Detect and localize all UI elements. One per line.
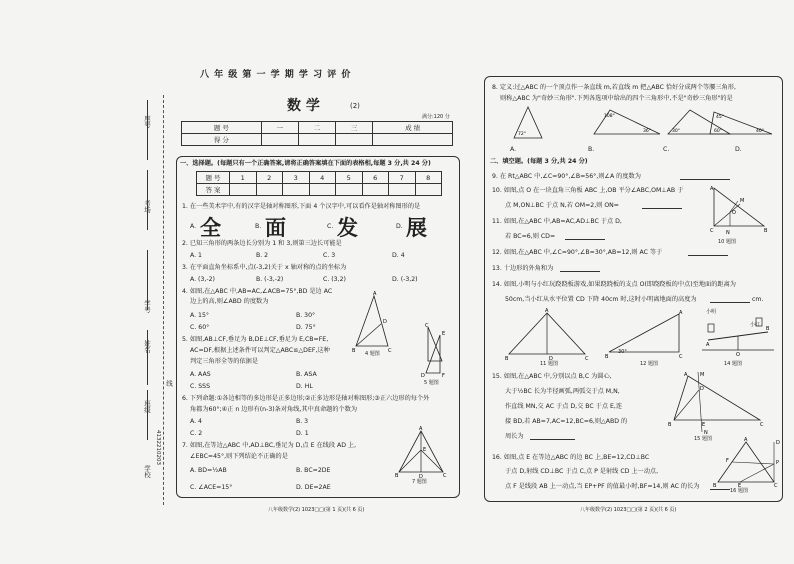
- q6-opt: D. 1: [296, 430, 309, 437]
- q16-text-3: 点 F 是线段 AB 上一动点,当 EP+PF 的值最小时,BF=14,则 AC 的长为: [505, 483, 700, 490]
- svg-text:A: A: [684, 372, 688, 378]
- q14-figure-label: 14 题图: [724, 361, 742, 367]
- q7-text: 7. 如图,在等边△ABC 中,AD⊥BC,垂足为 D,点 E 在线段 AD 上,: [182, 442, 357, 449]
- svg-text:D: D: [776, 440, 780, 446]
- q1-opt-d: D.: [396, 223, 403, 230]
- subject-title: 数 学: [287, 98, 320, 114]
- answer-cell[interactable]: [283, 184, 310, 196]
- svg-text:C: C: [443, 473, 447, 479]
- svg-text:B: B: [766, 326, 770, 332]
- answer-cell[interactable]: [415, 184, 442, 196]
- q7-opt: A. BD=½AB: [190, 467, 227, 474]
- q6-opt: C. 2: [190, 430, 203, 437]
- svg-text:B: B: [764, 228, 768, 234]
- q8-opt: B.: [588, 146, 595, 153]
- q16-figure-label: 16 题图: [730, 488, 748, 494]
- score-cell[interactable]: [261, 134, 298, 146]
- q14-unit: cm.: [752, 296, 764, 303]
- svg-text:F: F: [726, 458, 729, 464]
- q10-answer[interactable]: [642, 208, 682, 209]
- q4-opt: B. 30°: [296, 312, 316, 319]
- answer-cell[interactable]: [362, 184, 389, 196]
- q1-opt-b: B.: [255, 223, 262, 230]
- q11-answer[interactable]: [565, 239, 605, 240]
- answer-cell[interactable]: [336, 184, 363, 196]
- q15-text: 15. 如图,在△ABC 中,分别以点 B,C 为圆心,: [492, 373, 612, 380]
- q5-opt: D. HL: [296, 383, 313, 390]
- q4-opt: C. 60°: [190, 324, 210, 331]
- name-field[interactable]: [147, 330, 148, 385]
- svg-text:C: C: [760, 422, 764, 428]
- q3-opt: C. (3,2): [323, 276, 346, 283]
- q14-figure: [700, 310, 776, 358]
- q16-text-2: 于点 D,射线 CD⊥BC 于点 C,点 P 是射线 CD 上一动点,: [505, 468, 659, 475]
- q15-text-4: 接 BD,若 AB=7,AC=12,BC=6,则△ABD 的: [505, 418, 628, 425]
- q12-figure-label: 12 题图: [640, 361, 658, 367]
- room-label: 考场: [143, 200, 151, 213]
- q2-opt: C. 3: [323, 252, 336, 259]
- q6-text-2: 角都为60°;④正 n 边形有(n-3)条对角线,其中真命题的个数为: [190, 406, 358, 413]
- page-title: 八 年 级 第 一 学 期 学 习 评 价: [200, 70, 352, 80]
- q4-figure: [352, 292, 392, 354]
- q16-answer[interactable]: [710, 489, 730, 490]
- q13-answer[interactable]: [560, 271, 600, 272]
- q6-opt: B. 3: [296, 418, 309, 425]
- footer-left: 八年级数学(2) 1023□□(第 1 页)(共 6 页): [268, 507, 365, 513]
- answer-cell[interactable]: [230, 184, 257, 196]
- svg-text:A: A: [419, 426, 423, 432]
- q8-angle: 72°: [518, 132, 526, 137]
- seat-label: 座号: [143, 115, 151, 128]
- class-field[interactable]: [147, 390, 148, 440]
- q14-label-ming: 小明: [706, 309, 717, 315]
- svg-text:A: A: [706, 342, 710, 348]
- svg-text:D: D: [421, 373, 425, 379]
- q8-opt: C.: [663, 146, 670, 153]
- svg-text:A: A: [679, 310, 683, 316]
- svg-text:C: C: [425, 323, 429, 329]
- paper-number: (2): [350, 102, 360, 110]
- q6-opt: A. 4: [190, 418, 202, 425]
- svg-text:B: B: [713, 483, 717, 489]
- seal-line-label: 线: [165, 380, 173, 387]
- q4-text-2: 边上的高,则∠ABD 的度数为: [190, 298, 269, 305]
- q1-opt-a: A.: [190, 223, 197, 230]
- question-number: 6: [362, 172, 389, 184]
- q7-opt: C. ∠ACE=15°: [190, 484, 233, 491]
- student-id-label: 学号: [143, 300, 151, 313]
- svg-text:E: E: [423, 447, 427, 453]
- svg-text:B: B: [505, 356, 509, 362]
- svg-text:E: E: [702, 422, 706, 428]
- class-label: 班级: [143, 400, 151, 413]
- q5-opt: B. ASA: [296, 371, 317, 378]
- q2-opt: D. 4: [392, 252, 405, 259]
- q6-text: 6. 下列命题:①各边相等的多边形是正多边形;②正多边形是轴对称图形;③正六边形的每个外: [182, 395, 430, 402]
- q5-figure-label: 5 题图: [424, 380, 439, 386]
- score-header: 一: [261, 122, 298, 134]
- answer-table-label: 答 案: [197, 184, 230, 196]
- q7-figure: [395, 428, 447, 478]
- q15-text-2: 大于½BC 长为半径画弧,两弧交于点 M,N,: [505, 388, 620, 395]
- q15-figure-label: 15 题图: [694, 436, 712, 442]
- question-number: 2: [256, 172, 283, 184]
- exam-code: 4132210203: [155, 430, 161, 465]
- svg-text:A: A: [545, 308, 549, 314]
- q5-opt: A. AAS: [190, 371, 211, 378]
- q8-figures: [500, 104, 780, 142]
- section-1-title: 一、选择题。(每题只有一个正确答案,请将正确答案填在下面的表格相,每题 3 分,共 24 分): [180, 160, 431, 167]
- q1-char-c: 发: [337, 215, 360, 240]
- svg-text:B: B: [352, 348, 356, 354]
- q4-opt: A. 15°: [190, 312, 210, 319]
- q14-label-hong: 小红: [750, 322, 761, 328]
- question-number: 7: [389, 172, 416, 184]
- svg-text:N: N: [704, 430, 708, 436]
- q1-text: 1. 在一些美术字中,有的汉字是轴对称图形,下面 4 个汉字中,可以看作是轴对称图形的是: [182, 203, 421, 210]
- q8-text-2: 则称△ABC 为"奇妙三角形".下列各选项中给出的四个三角形中,不是"奇妙三角形"的是: [500, 95, 733, 102]
- q1-char-d: 展: [406, 215, 429, 240]
- answer-table-label: 题 号: [197, 172, 230, 184]
- q4-figure-label: 4 题图: [365, 351, 380, 357]
- q11-text-2: 若 BC=6,则 CD=: [505, 233, 556, 240]
- q10-figure-label: 10 题图: [718, 239, 736, 245]
- score-cell[interactable]: [373, 134, 453, 146]
- question-number: 4: [309, 172, 336, 184]
- q2-opt: B. 2: [256, 252, 269, 259]
- svg-text:N: N: [726, 230, 730, 236]
- svg-text:C: C: [388, 348, 392, 354]
- svg-text:O: O: [736, 352, 740, 358]
- q3-text: 3. 在平面直角坐标系中,点(-3,2)关于 x 轴对称的点的坐标为: [182, 264, 347, 271]
- footer-right: 八年级数学(2) 1023□□(第 2 页)(共 6 页): [580, 507, 677, 513]
- svg-text:A: A: [744, 437, 748, 443]
- q8-angle: 45°: [716, 115, 724, 120]
- section-2-title: 二、填空题。(每题 3 分,共 24 分): [490, 158, 588, 165]
- score-cell[interactable]: [298, 134, 335, 146]
- question-number: 1: [230, 172, 257, 184]
- score-row-label: 得 分: [182, 134, 262, 146]
- q13-text: 13. 十边形的外角和为: [492, 265, 554, 272]
- score-cell[interactable]: [336, 134, 373, 146]
- svg-text:M: M: [740, 198, 745, 204]
- q15-figure: [664, 372, 774, 434]
- q7-opt: B. BC=2DE: [296, 467, 331, 474]
- q15-text-5: 周长为: [505, 433, 524, 440]
- svg-text:D: D: [383, 319, 387, 325]
- q12-answer[interactable]: [688, 255, 728, 256]
- svg-text:C: C: [710, 228, 714, 234]
- q5-text-2: AC=DF,根据上述条件可以判定△ABC≌△DEF,这种: [190, 347, 330, 354]
- svg-text:A: A: [373, 291, 377, 297]
- q8-angle: 40°: [756, 129, 764, 134]
- q14-text-2: 50cm,当小红从水平位置 CD 下降 40cm 时,这时小明离地面的高度为: [505, 296, 697, 303]
- svg-text:B: B: [395, 473, 399, 479]
- school-label: 学校: [143, 465, 151, 478]
- q1-opt-c: C.: [327, 223, 334, 230]
- name-label: 姓名: [143, 340, 151, 353]
- room-field[interactable]: [147, 170, 148, 230]
- svg-text:D: D: [419, 474, 423, 480]
- svg-text:D: D: [700, 386, 704, 392]
- q7-opt: D. DE=2AE: [296, 484, 331, 491]
- question-number: 8: [415, 172, 442, 184]
- q3-opt: A. (3,-2): [190, 276, 215, 283]
- q5-opt: C. SSS: [190, 383, 211, 390]
- svg-text:C: C: [774, 483, 778, 489]
- svg-text:M: M: [700, 372, 705, 378]
- q3-opt: D. (-3,2): [392, 276, 418, 283]
- q11-figure-label: 11 题图: [540, 361, 558, 367]
- score-header: 三: [336, 122, 373, 134]
- svg-text:C: C: [679, 354, 683, 360]
- q8-angle: 60°: [714, 129, 722, 134]
- q9-text: 9. 在 Rt△ABC 中,∠C=90°,∠B=56°,则∠A 的度数为: [492, 173, 641, 180]
- answer-cell[interactable]: [389, 184, 416, 196]
- q3-opt: B. (-3,-2): [256, 276, 284, 283]
- q8-angle: 108°: [604, 114, 615, 119]
- svg-text:D: D: [549, 356, 553, 362]
- q11-text: 11. 如图,在△ABC 中,AB=AC,AD⊥BC 于点 D,: [492, 218, 622, 225]
- svg-text:A: A: [710, 186, 714, 192]
- svg-text:C: C: [585, 356, 589, 362]
- q5-text: 5. 如图,AB⊥CF,垂足为 B,DE⊥CF,垂足为 E,CB=FE,: [182, 336, 329, 343]
- q2-text: 2. 已知三角形的两条边长分别为 1 和 3,则第三边长可能是: [182, 240, 342, 247]
- binding-line: [163, 95, 164, 505]
- q11-figure: [505, 310, 590, 360]
- q14-answer[interactable]: [710, 302, 750, 303]
- q1-char-a: 全: [200, 215, 223, 240]
- q14-text: 14. 如图,小明与小红玩跷跷板游戏,如果跷跷板的支点 O(即跷跷板的中点)至地面的距离为: [492, 281, 736, 288]
- q10-text: 10. 如图,点 O 在一块直角三角板 ABC 上,OB 平分∠ABC,OM⊥AB 于: [492, 187, 684, 194]
- student-id-field[interactable]: [147, 250, 148, 310]
- q1-char-b: 面: [265, 215, 288, 240]
- full-score: 满分:120 分: [422, 114, 450, 120]
- question-number: 3: [283, 172, 310, 184]
- svg-text:O: O: [732, 210, 736, 216]
- q16-figure: [710, 436, 778, 488]
- svg-text:B: B: [668, 422, 672, 428]
- q8-angle: 30°: [672, 129, 680, 134]
- score-table: [181, 121, 453, 146]
- q10-text-2: 点 M,ON⊥BC 于点 N,若 OM=2,则 ON=: [505, 202, 619, 209]
- q7-figure-label: 7 题图: [412, 479, 427, 485]
- q10-figure: [700, 186, 770, 236]
- score-header: 二: [298, 122, 335, 134]
- q8-text: 8. 定义:过△ABC 的一个顶点作一条直线 m,若直线 m 把△ABC 恰好分成两个等腰三角形,: [492, 84, 736, 91]
- svg-text:B: B: [605, 354, 609, 360]
- svg-text:E: E: [738, 483, 742, 489]
- q7-text-2: ∠EBC=45°,则下列结论不正确的是: [190, 453, 288, 460]
- q4-text: 4. 如图,在△ABC 中,AB=AC,∠ACB=75°,BD 是边 AC: [182, 288, 333, 295]
- q5-text-3: 判定三角形全等的依据是: [190, 358, 259, 365]
- svg-text:P: P: [776, 460, 780, 466]
- q8-opt: D.: [735, 146, 742, 153]
- q8-angle: 36°: [643, 129, 651, 134]
- question-number: 5: [336, 172, 363, 184]
- svg-text:F: F: [442, 373, 445, 379]
- answer-table: [196, 171, 442, 196]
- q15-text-3: 作直线 MN,交 AC 于点 D,交 BC 于点 E,连: [505, 403, 623, 410]
- q5-figure: [420, 323, 450, 379]
- score-header: 题 号: [182, 122, 262, 134]
- seat-field[interactable]: [147, 100, 148, 160]
- score-header: 成 绩: [373, 122, 453, 134]
- q12-text: 12. 如图,在△ABC 中,∠C=90°,∠B=30°,AB=12,则 AC 等于: [492, 249, 663, 256]
- q8-opt: A.: [510, 146, 517, 153]
- answer-cell[interactable]: [256, 184, 283, 196]
- q2-opt: A. 1: [190, 252, 202, 259]
- q12-angle: 30°: [618, 349, 627, 355]
- q9-answer[interactable]: [680, 179, 730, 180]
- q4-opt: D. 75°: [296, 324, 316, 331]
- q15-answer[interactable]: [530, 439, 575, 440]
- svg-text:E: E: [442, 331, 446, 337]
- answer-cell[interactable]: [309, 184, 336, 196]
- q16-text: 16. 如图,点 E 在等边△ABC 的边 BC 上,BE=12,CD⊥BC: [492, 454, 650, 461]
